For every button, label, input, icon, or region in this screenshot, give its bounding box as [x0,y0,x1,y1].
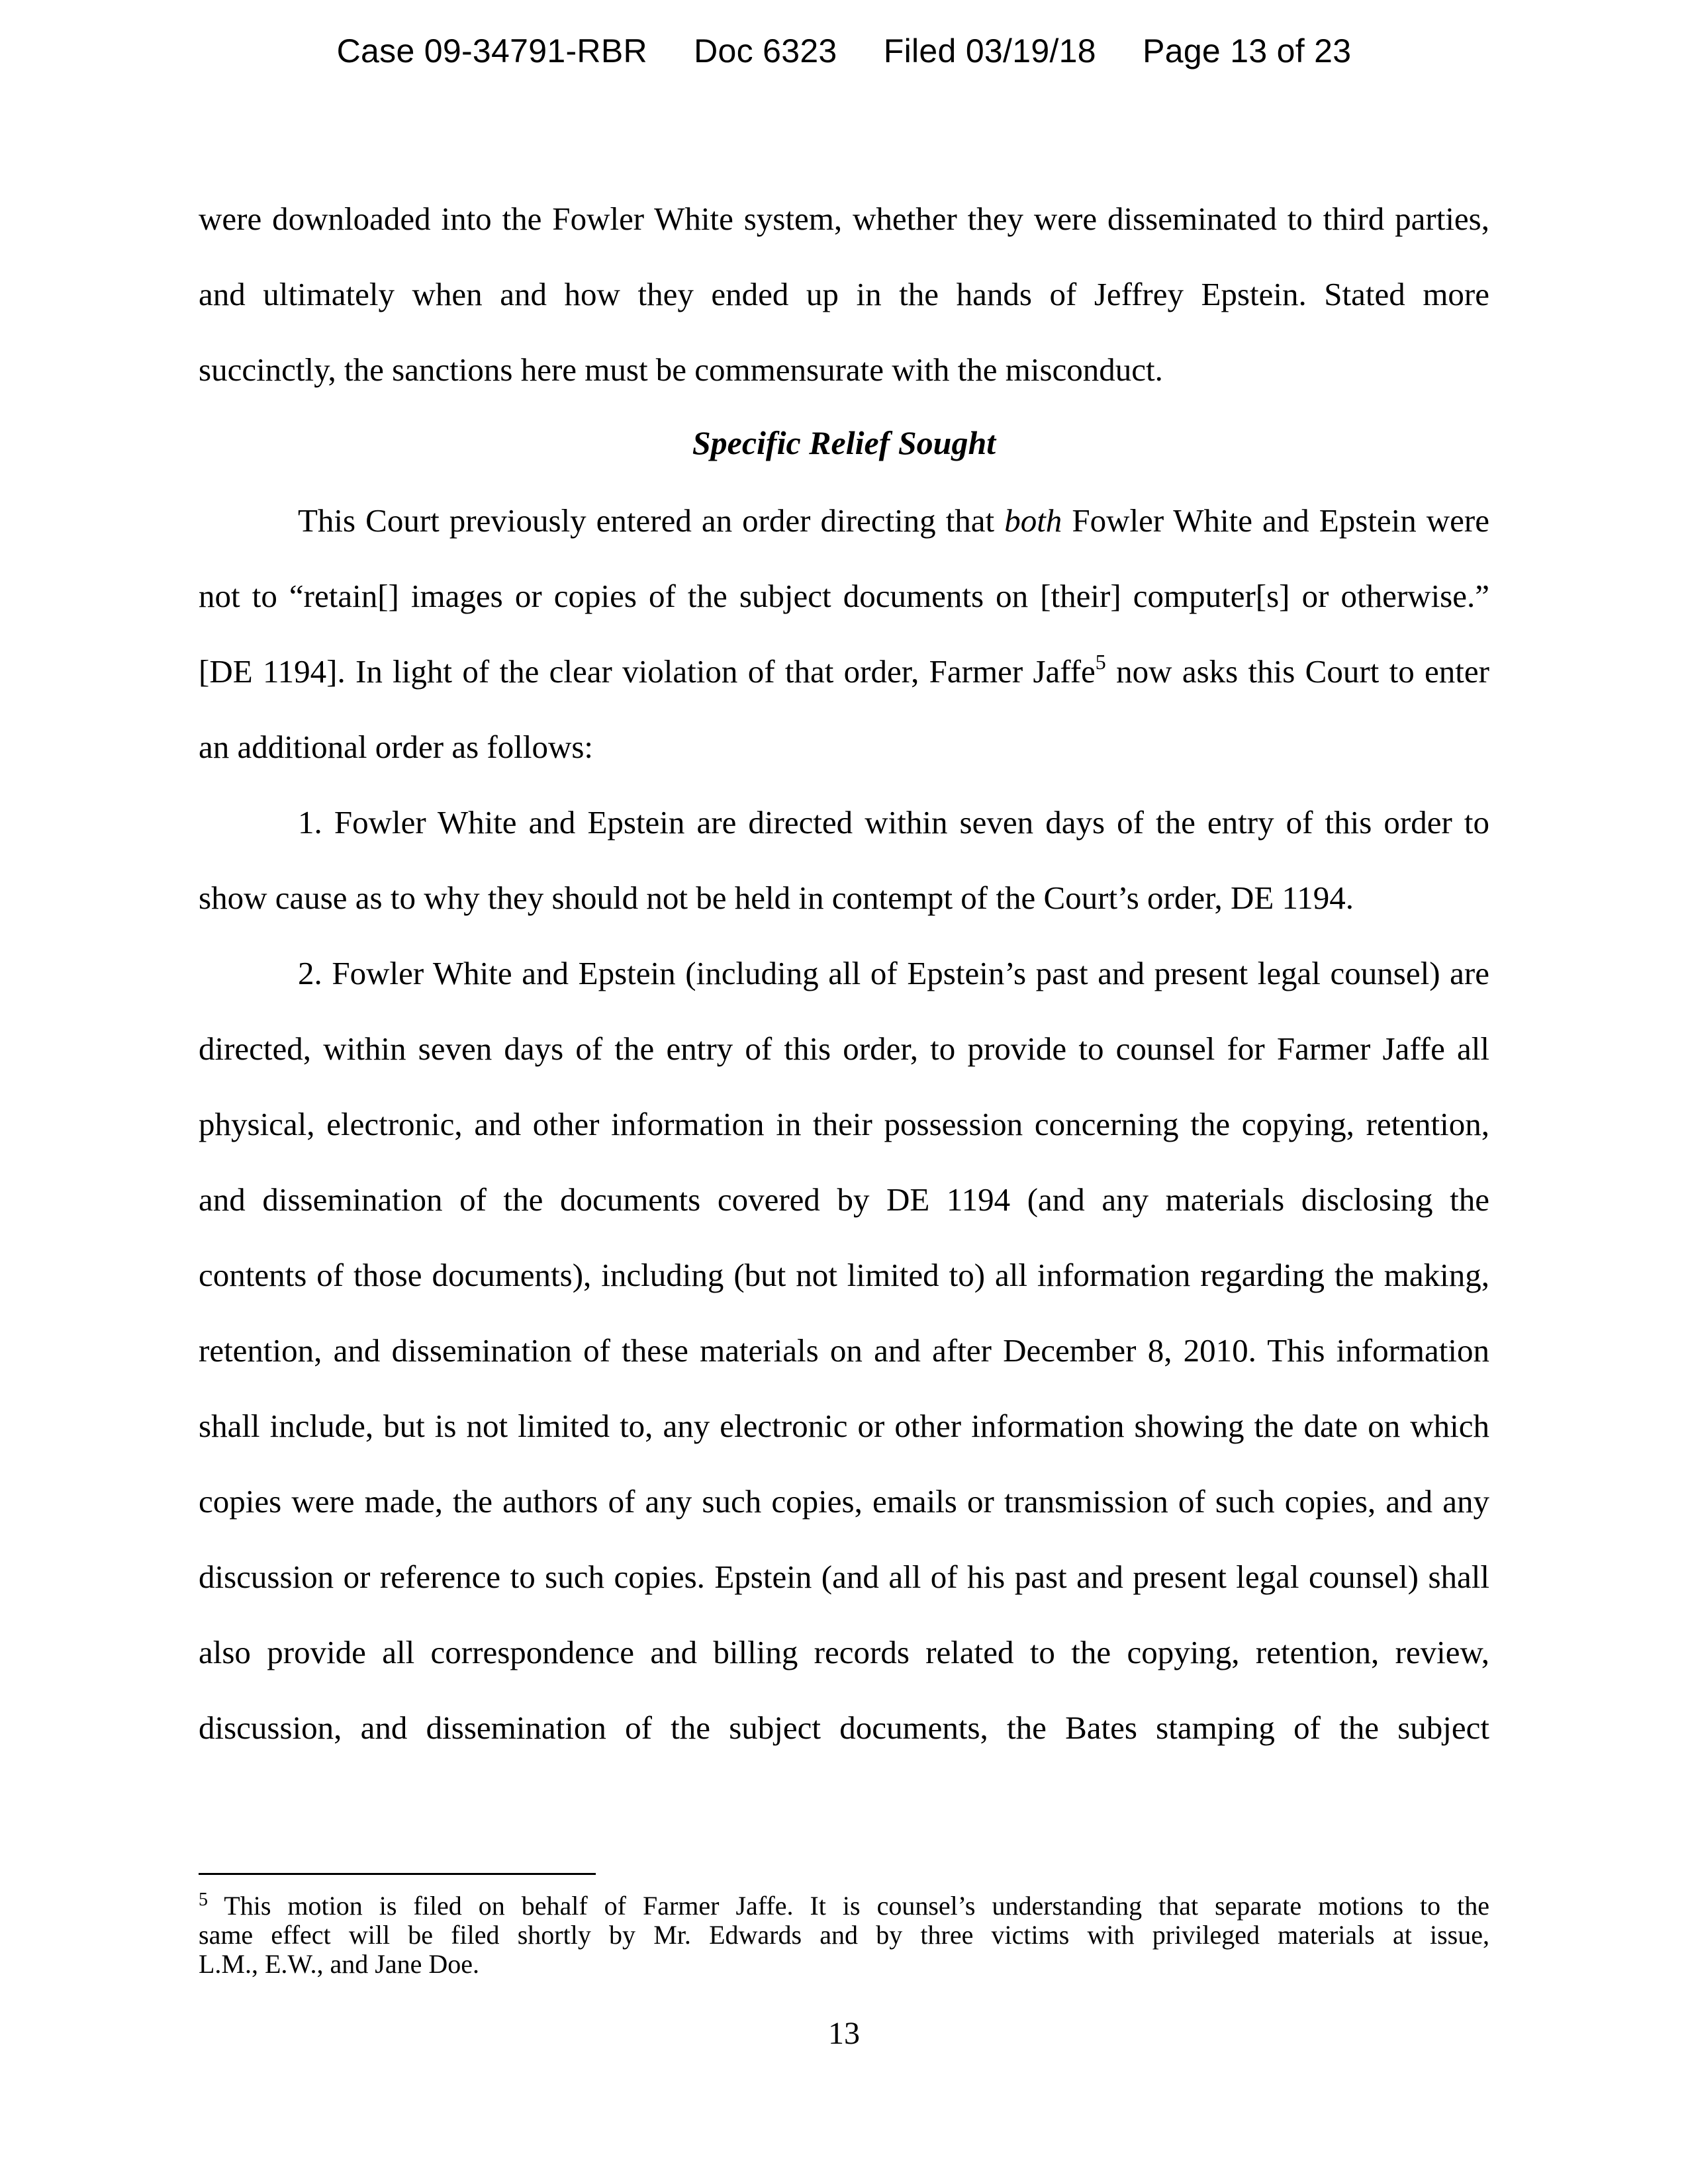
case-header [0,32,1688,70]
filed-date: Filed 03/19/18 [883,32,1096,69]
paragraph-2-line-3 [199,650,1489,691]
footnote-line-2: same effect will be filed shortly by Mr. Edwards and by three victims with privileged materials at issue, [199,1920,1489,1950]
doc-number: Doc 6323 [694,32,837,69]
item-1-line-2: show cause as to why they should not be held in contempt of the Court’s order, DE 1194. [199,880,1354,916]
paragraph-2-line-2: not to “retain[] images or copies of the subject documents on [their] computer[s] or otherwise.” [199,578,1489,614]
footnote-marker: 5 [199,1889,208,1910]
paragraph-1-line-3: succinctly, the sanctions here must be commensurate with the misconduct. [199,351,1163,388]
item-2-line-6: retention, and dissemination of these materials on and after December 8, 2010. This information [199,1332,1489,1369]
item-2-line-8: copies were made, the authors of any such copies, emails or transmission of such copies, and any [199,1483,1489,1520]
p2-text-a: This Court previously entered an order directing that [298,502,1005,539]
p2-text-l3b: now asks this Court to enter [1105,653,1489,690]
footnote-reference: 5 [1095,650,1106,674]
item-2-line-1: 2. Fowler White and Epstein (including all of Epstein’s past and present legal counsel) are [298,955,1489,991]
emphasis-both: both [1004,502,1062,539]
paragraph-1-line-2: and ultimately when and how they ended up in the hands of Jeffrey Epstein. Stated more [199,276,1489,312]
footnote-divider [199,1873,596,1875]
item-2-line-7: shall include, but is not limited to, any electronic or other information showing the date on which [199,1408,1489,1444]
item-2-line-10: also provide all correspondence and billing records related to the copying, retention, review, [199,1634,1489,1670]
footnote-line-3: L.M., E.W., and Jane Doe. [199,1949,479,1979]
paragraph-2-line-4: an additional order as follows: [199,729,594,765]
item-2-line-2: directed, within seven days of the entry of this order, to provide to counsel for Farmer Jaffe all [199,1030,1489,1067]
section-heading: Specific Relief Sought [692,424,996,461]
p2-text-l3a: [DE 1194]. In light of the clear violation of that order, Farmer Jaffe [199,653,1096,690]
item-2-line-11: discussion, and dissemination of the subject documents, the Bates stamping of the subject [199,1709,1489,1746]
item-2-line-9: discussion or reference to such copies. Epstein (and all of his past and present legal counsel) shall [199,1559,1489,1595]
footnote-text-1: This motion is filed on behalf of Farmer Jaffe. It is counsel’s understanding that separate motions to the [208,1891,1489,1921]
paragraph-1-line-1: were downloaded into the Fowler White system, whether they were disseminated to third parties, [199,201,1489,237]
paragraph-2-line-1 [199,502,1489,540]
item-2-line-5: contents of those documents), including (but not limited to) all information regarding the making, [199,1257,1489,1293]
item-2-line-3: physical, electronic, and other information in their possession concerning the copying, retention, [199,1106,1489,1142]
case-number: Case 09-34791-RBR [336,32,647,69]
footnote-line-1 [199,1891,1489,1921]
item-1-line-1: 1. Fowler White and Epstein are directed within seven days of the entry of this order to [298,804,1489,841]
p2-text-c: Fowler White and Epstein were [1062,502,1489,539]
item-2-line-4: and dissemination of the documents covered by DE 1194 (and any materials disclosing the [199,1181,1489,1218]
page-of: Page 13 of 23 [1143,32,1352,69]
page-number: 13 [828,2016,860,2051]
